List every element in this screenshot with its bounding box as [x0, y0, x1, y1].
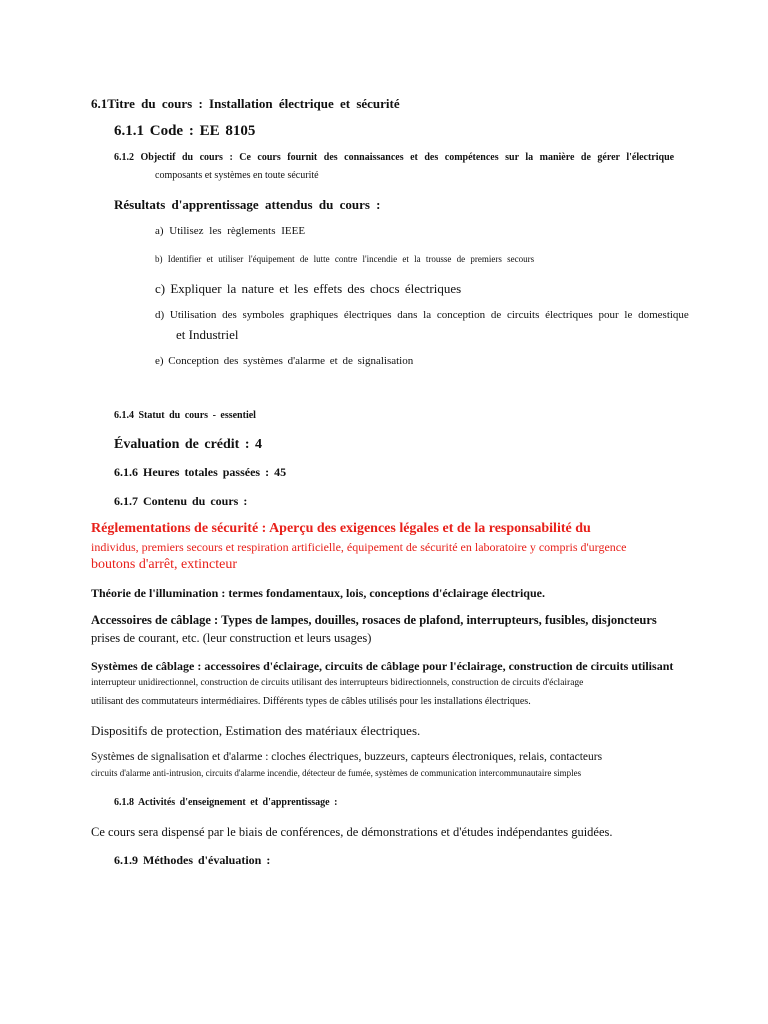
contenu-heading: 6.1.7 Contenu du cours : — [114, 494, 248, 508]
methodes-heading: 6.1.9 Méthodes d'évaluation : — [114, 853, 271, 867]
activites-heading: 6.1.8 Activités d'enseignement et d'apprentissage : — [114, 797, 338, 808]
resultat-item-c: c) Expliquer la nature et les effets des chocs électriques — [155, 281, 462, 296]
systemes-cablage-line-2: interrupteur unidirectionnel, construction de circuits utilisant des interrupteurs bidirectionnels, construction de circuits d'éclairage — [91, 678, 584, 688]
resultat-item-d-line-1: d) Utilisation des symboles graphiques électriques dans la conception de circuits électriques pour le domestique — [155, 309, 689, 321]
signalisation-line-1: Systèmes de signalisation et d'alarme : cloches électriques, buzzeurs, capteurs électroniques, relais, contacteurs — [91, 751, 603, 763]
reglementations-line-2: individus, premiers secours et respiration artificielle, équipement de sécurité en laboratoire y compris d'urgence — [91, 540, 627, 554]
theorie-paragraph: Théorie de l'illumination : termes fondamentaux, lois, conceptions d'éclairage électrique. — [91, 586, 545, 600]
resultat-item-b: b) Identifier et utiliser l'équipement de lutte contre l'incendie et la trousse de premiers secours — [155, 254, 535, 264]
objectif-line-2: composants et systèmes en toute sécurité — [155, 170, 319, 181]
accessoires-line-1: Accessoires de câblage : Types de lampes, douilles, rosaces de plafond, interrupteurs, fusibles, disjoncteurs — [91, 613, 657, 627]
accessoires-line-2: prises de courant, etc. (leur construction et leurs usages) — [91, 631, 372, 645]
section-title: 6.1Titre du cours : Installation électrique et sécurité — [91, 96, 400, 111]
resultat-item-e: e) Conception des systèmes d'alarme et de signalisation — [155, 355, 414, 367]
course-code: 6.1.1 Code : EE 8105 — [114, 123, 256, 139]
evaluation-credit-heading: Évaluation de crédit : 4 — [114, 437, 262, 452]
resultats-heading: Résultats d'apprentissage attendus du cours : — [114, 197, 381, 212]
reglementations-line-1: Réglementations de sécurité : Aperçu des exigences légales et de la responsabilité du — [91, 521, 591, 536]
statut-heading: 6.1.4 Statut du cours - essentiel — [114, 410, 256, 421]
resultat-item-a: a) Utilisez les règlements IEEE — [155, 225, 306, 237]
reglementations-line-3: boutons d'arrêt, extincteur — [91, 557, 237, 572]
systemes-cablage-line-1: Systèmes de câblage : accessoires d'éclairage, circuits de câblage pour l'éclairage, construction de circuits utilisant — [91, 659, 674, 673]
dispositifs-paragraph: Dispositifs de protection, Estimation des matériaux électriques. — [91, 723, 421, 738]
signalisation-line-2: circuits d'alarme anti-intrusion, circuits d'alarme incendie, détecteur de fumée, systèmes de communication intercommunautaire simples — [91, 768, 582, 778]
resultat-item-d-line-2: et Industriel — [176, 327, 239, 342]
objectif-line-1: 6.1.2 Objectif du cours : Ce cours fournit des connaissances et des compétences sur la manière de gérer l'électrique — [114, 152, 675, 163]
activites-paragraph: Ce cours sera dispensé par le biais de conférences, de démonstrations et d'études indépendantes guidées. — [91, 825, 613, 839]
heures-heading: 6.1.6 Heures totales passées : 45 — [114, 465, 287, 479]
systemes-cablage-line-3: utilisant des commutateurs intermédiaires. Différents types de câbles utilisés pour les installations électriques. — [91, 696, 531, 707]
